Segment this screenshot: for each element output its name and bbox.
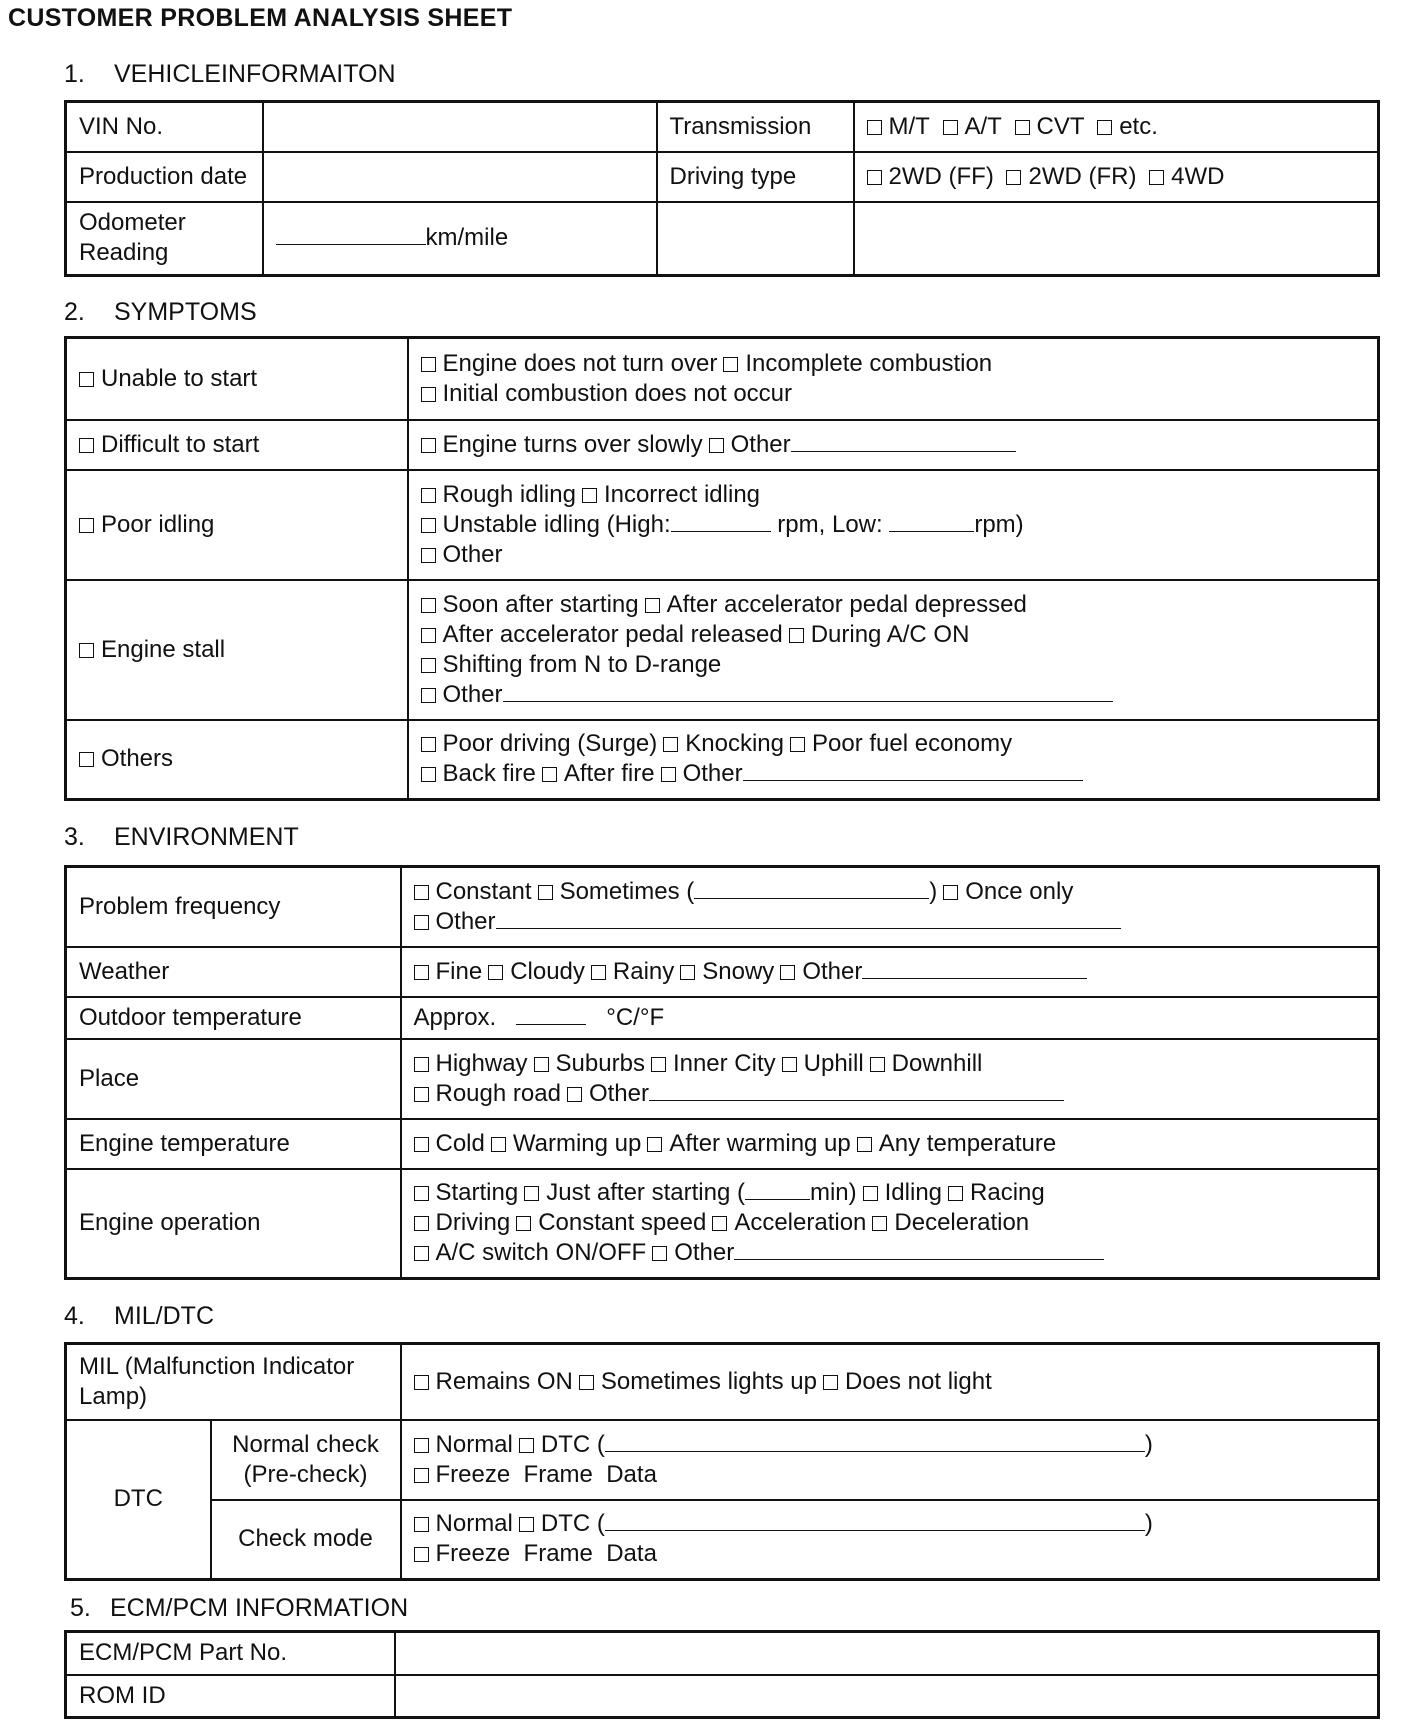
checkbox[interactable] [538,885,553,900]
section-4-heading [64,1302,214,1331]
symptom-label: Unable to start [101,364,258,392]
option-label: Suburbs [555,1049,645,1077]
checkbox[interactable] [421,488,436,503]
option-label: DTC ( [540,1430,605,1458]
option-label: ) [1144,1430,1153,1458]
poor-idling-options [408,470,1379,580]
option-label: Constant speed [538,1209,707,1237]
checkbox[interactable] [943,885,958,900]
symptom-label: Poor idling [101,510,215,538]
checkbox[interactable] [516,1216,531,1231]
checkbox[interactable] [582,488,597,503]
vin-field[interactable] [263,102,657,152]
ecm-part-no-field[interactable] [395,1632,1379,1675]
checkbox[interactable] [421,548,436,563]
option-label: DTC ( [540,1510,605,1538]
checkbox[interactable] [867,120,882,135]
option-label: min) [809,1179,857,1207]
engine-stall [66,580,408,720]
normal-check-options [401,1420,1379,1500]
empty-cell [657,202,854,276]
option-label: Once only [965,877,1074,905]
frequency-label: Problem frequency [66,867,401,947]
blank-line[interactable] [671,513,771,532]
mil-label-line: MIL (Malfunction Indicator [79,1352,355,1380]
option-label: Cold [435,1129,485,1157]
option-label: Unstable idling (High: [442,510,671,538]
checkbox[interactable] [79,438,94,453]
difficult-to-start [66,420,408,470]
section-label: VEHICLEINFORMAITON [114,60,396,88]
option-label: Uphill [803,1049,864,1077]
normal-check-line: Normal check [232,1430,379,1458]
section-label: SYMPTOMS [114,298,257,326]
unable-to-start-options [408,338,1379,420]
option-label: Other [802,957,863,985]
blank-line[interactable] [605,1512,1145,1531]
checkbox[interactable] [414,1246,429,1261]
odometer-label [66,202,263,276]
checkbox[interactable] [870,1057,885,1072]
checkbox[interactable] [780,965,795,980]
blank-line[interactable] [649,1082,1064,1101]
checkbox[interactable] [421,688,436,703]
blank-line[interactable] [694,880,929,899]
engine-operation-label: Engine operation [66,1169,401,1279]
checkbox[interactable] [663,737,678,752]
section-2-heading [64,298,257,327]
checkbox[interactable] [1097,120,1112,135]
option-label: After accelerator pedal depressed [666,590,1027,618]
checkbox[interactable] [651,1057,666,1072]
checkbox[interactable] [414,1186,429,1201]
option-label: ) [1144,1510,1153,1538]
option-label: Poor fuel economy [812,730,1013,758]
checkbox[interactable] [680,965,695,980]
checkbox[interactable] [488,965,503,980]
checkbox[interactable] [421,438,436,453]
checkbox[interactable] [723,357,738,372]
checkbox[interactable] [414,1057,429,1072]
others [66,720,408,800]
approx-label: Approx. [413,1003,497,1031]
option-label: Other [442,540,503,568]
option-label: Poor driving (Surge) [442,730,658,758]
option-label: A/C switch ON/OFF [435,1239,647,1267]
option-label: Just after starting ( [546,1179,745,1207]
option-label: Knocking [685,730,784,758]
section-label: MIL/DTC [114,1302,214,1330]
dtc-label: DTC [66,1420,211,1580]
option-label: After fire [563,760,655,788]
checkbox[interactable] [823,1375,838,1390]
checkbox[interactable] [414,1517,429,1532]
section-number: 5. [70,1594,91,1622]
checkbox[interactable] [491,1137,506,1152]
blank-line[interactable] [743,762,1083,781]
section-1-heading [64,60,396,89]
checkbox[interactable] [534,1057,549,1072]
checkbox[interactable] [661,767,676,782]
environment-table [64,865,1380,1280]
temp-unit: °C/°F [606,1003,665,1031]
option-label: Soon after starting [442,590,639,618]
checkbox[interactable] [1006,170,1021,185]
option-label: Other [674,1239,735,1267]
option-label: Starting [435,1179,519,1207]
empty-cell [854,202,1379,276]
option-label: Warming up [512,1129,642,1157]
option-label: 2WD (FF) [888,162,994,190]
engine-operation-options [401,1169,1379,1279]
place-options [401,1039,1379,1119]
checkbox[interactable] [943,120,958,135]
odometer-label-line: Odometer [79,209,186,237]
mil-label-line: Lamp) [79,1382,148,1410]
blank-line[interactable] [503,683,1113,702]
odometer-field[interactable] [263,202,657,276]
option-label: M/T [888,112,930,140]
option-label: Racing [970,1179,1045,1207]
mil-options [401,1344,1379,1420]
weather-options [401,947,1379,997]
option-label: Acceleration [734,1209,867,1237]
vin-label: VIN No. [66,102,263,152]
section-number: 1. [64,60,85,88]
option-label: Driving [435,1209,511,1237]
option-label: Cloudy [510,957,585,985]
unable-to-start [66,338,408,420]
rom-id-label: ROM ID [66,1675,395,1718]
checkbox[interactable] [414,1216,429,1231]
checkbox[interactable] [645,598,660,613]
option-label: Rough road [435,1079,561,1107]
option-label: Incomplete combustion [745,349,993,377]
blank-line[interactable] [889,513,974,532]
section-label: ECM/PCM INFORMATION [110,1594,409,1622]
checkbox[interactable] [414,1087,429,1102]
blank-line[interactable] [276,226,426,245]
checkbox[interactable] [567,1087,582,1102]
checkbox[interactable] [1015,120,1030,135]
option-label: Incorrect idling [603,480,761,508]
checkbox[interactable] [79,752,94,767]
checkbox[interactable] [712,1216,727,1231]
checkbox[interactable] [79,643,94,658]
checkbox[interactable] [867,170,882,185]
production-date-label: Production date [66,152,263,202]
option-label: Sometimes ( [559,877,695,905]
option-label: Normal [435,1510,513,1538]
mil-dtc-table [64,1342,1380,1581]
sheet-title: CUSTOMER PROBLEM ANALYSIS SHEET [8,4,513,32]
checkbox[interactable] [579,1375,594,1390]
symptoms-table [64,336,1380,801]
option-label: 4WD [1171,162,1225,190]
checkbox[interactable] [857,1137,872,1152]
option-label: Shifting from N to D-range [442,650,722,678]
option-label: Other [442,680,503,708]
option-label: Does not light [844,1367,992,1395]
checkbox[interactable] [790,737,805,752]
checkbox[interactable] [421,518,436,533]
section-number: 3. [64,823,85,851]
section-number: 2. [64,298,85,326]
weather-label: Weather [66,947,401,997]
option-label: Sometimes lights up [600,1367,817,1395]
option-label: Freeze Frame Data [435,1540,657,1568]
transmission-options [854,102,1379,152]
checkbox[interactable] [519,1438,534,1453]
checkbox[interactable] [421,658,436,673]
option-label: Deceleration [894,1209,1030,1237]
engine-temp-label: Engine temperature [66,1119,401,1169]
checkbox[interactable] [519,1517,534,1532]
checkbox[interactable] [948,1186,963,1201]
option-label: Snowy [702,957,775,985]
driving-type-options [854,152,1379,202]
symptom-label: Others [101,745,174,773]
checkbox[interactable] [1149,170,1164,185]
option-label: A/T [964,112,1002,140]
check-mode-options [401,1500,1379,1580]
option-label: Other [588,1079,649,1107]
checkbox[interactable] [421,737,436,752]
option-label: Rainy [612,957,675,985]
place-label: Place [66,1039,401,1119]
checkbox[interactable] [414,915,429,930]
engine-temp-options [401,1119,1379,1169]
option-label: Downhill [891,1049,983,1077]
engine-stall-options [408,580,1379,720]
option-label: During A/C ON [810,620,970,648]
others-options [408,720,1379,800]
blank-line[interactable] [605,1433,1145,1452]
option-label: Normal [435,1430,513,1458]
option-label: After accelerator pedal released [442,620,783,648]
checkbox[interactable] [789,628,804,643]
option-label: Highway [435,1049,528,1077]
option-label: Other [682,760,743,788]
option-label: Back fire [442,760,536,788]
checkbox[interactable] [652,1246,667,1261]
checkbox[interactable] [542,767,557,782]
transmission-label: Transmission [657,102,854,152]
difficult-to-start-options [408,420,1379,470]
blank-line[interactable] [516,1006,586,1025]
normal-check-label [211,1420,401,1500]
blank-line[interactable] [496,910,1121,929]
option-label: Idling [884,1179,943,1207]
checkbox[interactable] [863,1186,878,1201]
blank-line[interactable] [745,1181,810,1200]
checkbox[interactable] [414,1547,429,1562]
checkbox[interactable] [79,518,94,533]
option-label: Engine turns over slowly [442,430,703,458]
checkbox[interactable] [709,438,724,453]
checkbox[interactable] [414,965,429,980]
normal-check-line: (Pre-check) [243,1460,368,1488]
vehicle-info-table [64,100,1380,277]
checkbox[interactable] [414,1468,429,1483]
blank-line[interactable] [791,433,1016,452]
option-label: Other [435,907,496,935]
ecm-part-no-label: ECM/PCM Part No. [66,1632,395,1675]
mil-label [66,1344,401,1420]
checkbox[interactable] [782,1057,797,1072]
checkbox[interactable] [872,1216,887,1231]
checkbox[interactable] [591,965,606,980]
option-label: Fine [435,957,483,985]
option-label: etc. [1119,112,1158,140]
symptom-label: Engine stall [101,635,226,663]
option-label: rpm) [974,510,1024,538]
checkbox[interactable] [421,598,436,613]
ecm-info-table [64,1630,1380,1719]
option-label: Freeze Frame Data [435,1460,657,1488]
checkbox[interactable] [421,628,436,643]
option-label: Initial combustion does not occur [442,379,793,407]
rom-id-field[interactable] [395,1675,1379,1718]
checkbox[interactable] [414,885,429,900]
driving-type-label: Driving type [657,152,854,202]
odometer-unit: km/mile [425,224,509,252]
option-label: rpm, Low: [777,510,883,538]
section-label: ENVIRONMENT [114,823,299,851]
option-label: Other [730,430,791,458]
checkbox[interactable] [414,1438,429,1453]
blank-line[interactable] [734,1241,1104,1260]
checkbox[interactable] [421,357,436,372]
checkbox[interactable] [414,1137,429,1152]
frequency-options [401,867,1379,947]
checkbox[interactable] [421,767,436,782]
checkbox[interactable] [647,1137,662,1152]
checkbox[interactable] [524,1186,539,1201]
check-mode-label: Check mode [211,1500,401,1580]
section-number: 4. [64,1302,85,1330]
checkbox[interactable] [421,387,436,402]
production-date-field[interactable] [263,152,657,202]
symptom-label: Difficult to start [101,430,260,458]
option-label: Constant [435,877,532,905]
option-label: After warming up [669,1129,851,1157]
option-label: Rough idling [442,480,576,508]
option-label: Inner City [672,1049,776,1077]
outdoor-temp-label: Outdoor temperature [66,997,401,1039]
option-label: CVT [1036,112,1085,140]
section-5-heading [70,1594,408,1623]
poor-idling [66,470,408,580]
option-label: ) [929,877,938,905]
option-label: Engine does not turn over [442,349,718,377]
option-label: 2WD (FR) [1028,162,1137,190]
checkbox[interactable] [414,1375,429,1390]
odometer-label-line: Reading [79,239,169,267]
section-3-heading [64,823,299,852]
blank-line[interactable] [862,960,1087,979]
outdoor-temp-value [401,997,1379,1039]
checkbox[interactable] [79,372,94,387]
option-label: Any temperature [878,1129,1057,1157]
option-label: Remains ON [435,1367,573,1395]
